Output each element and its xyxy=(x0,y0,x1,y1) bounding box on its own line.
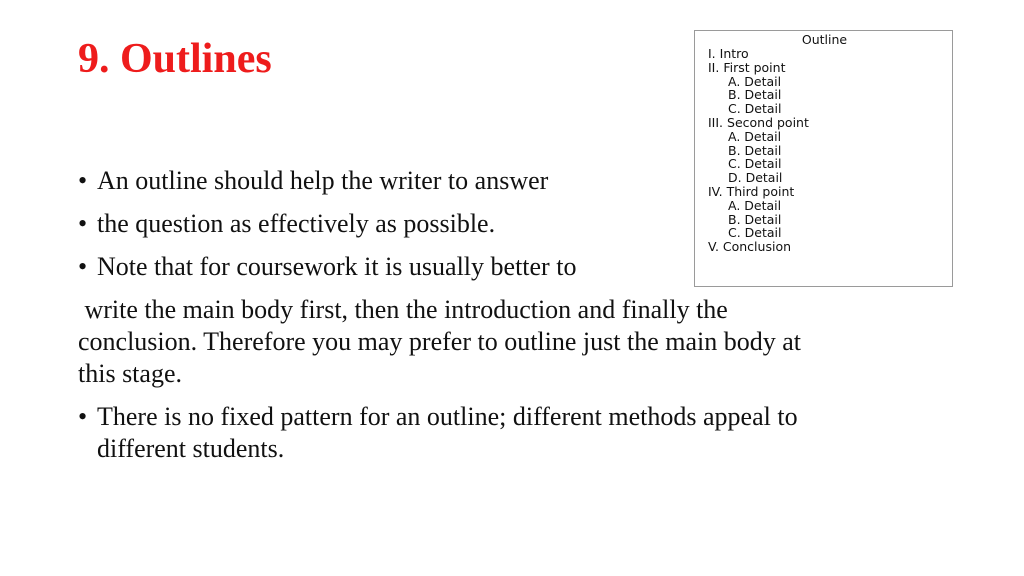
outline-subitem: A. Detail xyxy=(728,128,782,144)
bullet-text: Note that for coursework it is usually better to xyxy=(97,252,577,281)
bullet-marker: • xyxy=(78,402,88,431)
paragraph-line: this stage. xyxy=(78,359,182,388)
bullet-marker: • xyxy=(78,252,88,281)
outline-subitem: B. Detail xyxy=(728,87,782,103)
bullet-text: There is no fixed pattern for an outline; different methods appeal to xyxy=(97,402,798,431)
outline-subitem: C. Detail xyxy=(728,156,782,172)
outline-title: Outline xyxy=(801,32,848,47)
outline-subitem: C. Detail xyxy=(728,101,782,117)
paragraph-line: conclusion. Therefore you may prefer to outline just the main body at xyxy=(78,327,801,356)
outline-subitem: A. Detail xyxy=(728,73,782,89)
outline-subitem: A. Detail xyxy=(728,197,782,213)
outline-item: II. First point xyxy=(708,59,786,75)
bullet-text: the question as effectively as possible. xyxy=(97,209,496,238)
outline-item: III. Second point xyxy=(708,114,809,130)
bullet-continuation: different students. xyxy=(97,434,285,463)
outline-subitem: D. Detail xyxy=(728,170,783,186)
outline-item: V. Conclusion xyxy=(708,239,792,255)
bullet-item xyxy=(78,401,798,433)
bullet-text: An outline should help the writer to answer xyxy=(97,166,549,195)
bullet-marker: • xyxy=(78,166,88,195)
outline-item: I. Intro xyxy=(708,46,749,61)
paragraph-line: write the main body first, then the introduction and finally the xyxy=(78,295,728,324)
outline-subitem: B. Detail xyxy=(728,142,782,158)
outline-example-image xyxy=(694,30,953,287)
outline-item: IV. Third point xyxy=(708,183,795,199)
outline-subitem: B. Detail xyxy=(728,211,782,227)
bullet-item xyxy=(78,251,576,283)
slide-title: 9. Outlines xyxy=(78,36,272,82)
outline-subitem: C. Detail xyxy=(728,225,782,241)
outline-list xyxy=(708,47,809,254)
bullet-marker: • xyxy=(78,209,88,238)
bullet-item xyxy=(78,165,548,197)
bullet-item xyxy=(78,208,495,240)
